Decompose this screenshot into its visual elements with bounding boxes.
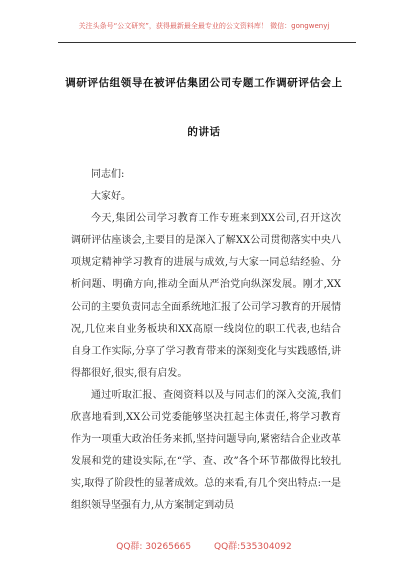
greeting: 大家好。 <box>91 191 131 203</box>
body-paragraph: 今天,集团公司学习教育工作专班来到XX公司,召开这次调研评估座谈会,主要目的是深入了解XX公司贯彻落实中央八项规定精神学习教育的进展与成效,与大家一同总结经验、分析问题、明确方向,推动全面从严治党向纵深发展。刚才,XX公司的主要负责同志全面系统地汇报了公司学习教育的开展情况,几位来自业务板块和XX高原一线岗位的职工代表,也结合自身工作实际,分享了学习教育带来的深刻变化与实践感悟,讲得都很好,很实,很有启发。 <box>71 213 341 379</box>
header-banner: 关注头条号“公文研究”，获得最新最全最专业的公文资料库！ 微信：gongwenyj <box>78 22 330 30</box>
document-title-line-1: 调研评估组领导在被评估集团公司专题工作调研评估会上 <box>65 77 343 89</box>
footer <box>0 539 408 552</box>
header-divider <box>58 42 356 43</box>
document-body <box>71 164 341 518</box>
body-paragraph: 通过听取汇报、查阅资料以及与同志们的深入交流,我们欣喜地看到,XX公司党委能够坚决扛起主体责任,将学习教育作为一项重大政治任务来抓,坚持问题导向,紧密结合企业改革发展和党的建设实际,在“学、查、改”各个环节都做得比较扎实,取得了阶段性的显著成效。总的来看,有几个突出特点:一是组织领导坚强有力,从方案制定到动员 <box>71 389 341 512</box>
salutation: 同志们: <box>91 169 125 180</box>
footer-qq-group-1: QQ群: 30265665 <box>116 542 192 552</box>
document-title-line-2: 的讲话 <box>187 126 221 138</box>
footer-qq-group-2: QQ群:535304092 <box>214 542 292 552</box>
